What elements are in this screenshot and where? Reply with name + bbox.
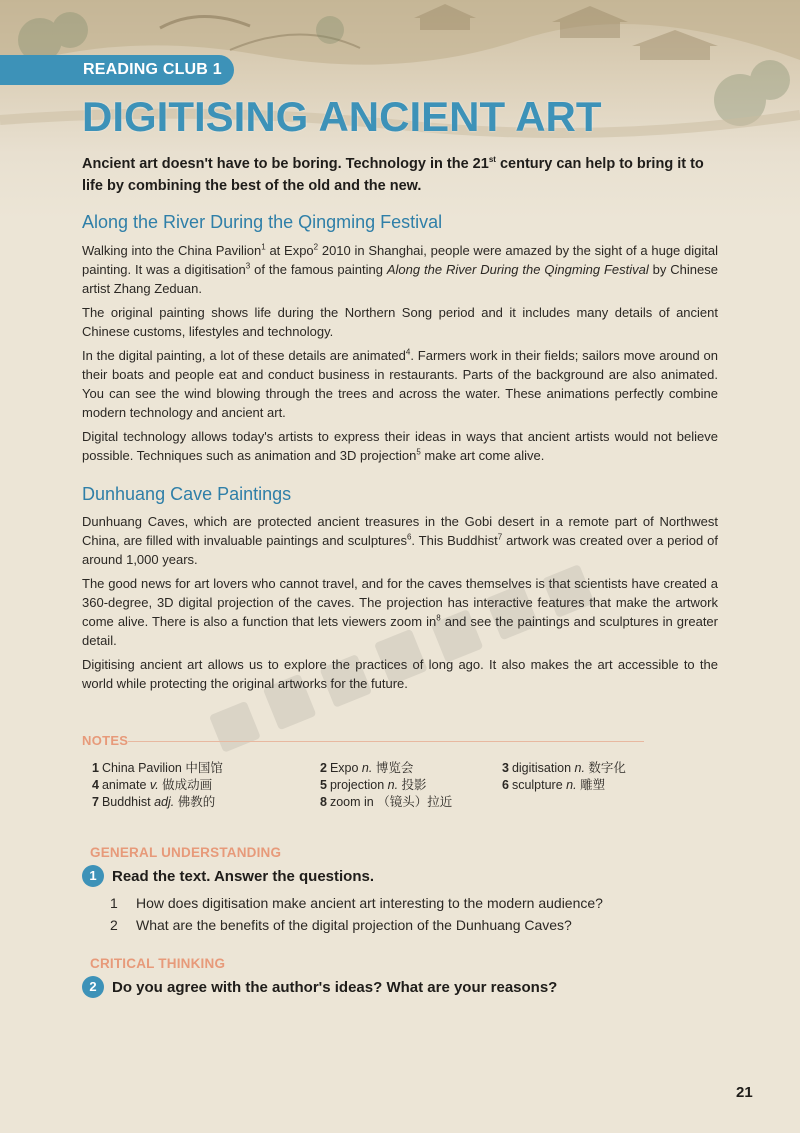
task-number-badge: 1 bbox=[82, 865, 104, 887]
question-item: 1 How does digitisation make ancient art interesting to the modern audience? bbox=[110, 895, 603, 911]
page-number: 21 bbox=[736, 1084, 753, 1101]
paragraph: The good news for art lovers who cannot travel, and for the caves themselves is that scientists have created a 360-degree, 3D digital projection of the caves. The projection has interactive features that make the artwork come alive. There is also a function that lets viewers zoom $in^8$ and see the paintings and sculptures in greater detail. bbox=[82, 576, 718, 648]
paragraph: Digital technology allows today's artists to express their ideas in ways that ancient artists would not believe possible. Techniques such as animation and 3D projection$^5$ make art come alive. bbox=[82, 429, 718, 463]
note-item: 3 digitisation n. 数字化 bbox=[502, 761, 626, 775]
section-heading-qingming: Along the River During the Qingming Festival bbox=[82, 212, 443, 232]
paragraph: The original painting shows life during the Northern Song period and it includes many details of ancient Chinese customs, lifestyles and technology. bbox=[82, 305, 718, 339]
paragraph: Walking into the China Pavilion$^1$ at Expo$^2$ 2010 in Shanghai, people were amazed by the sight of a huge digital painting. It was a digitisation$^3$ of the famous painting Along the River During the Qingming Festival by Chinese artist Zhang Zeduan. bbox=[82, 242, 718, 296]
notes-heading: NOTES bbox=[82, 733, 129, 748]
note-item: 6 sculpture n. 雕塑 bbox=[502, 778, 606, 792]
task-1 bbox=[82, 865, 374, 887]
task-number-badge: 2 bbox=[82, 976, 104, 998]
question-item: 2 What are the benefits of the digital projection of the Dunhuang Caves? bbox=[110, 917, 572, 933]
note-item: 4 animate v. 做成动画 bbox=[92, 778, 213, 792]
paragraph: In the digital painting, a lot of these details are animated$^4$. Farmers work in their fields; sailors move around on their boats and people eat and conduct business in restaurants. Parts of the background are also animated. You can see the wind blowing through the trees and across the water. These animations perfectly combine modern technology and ancient art. bbox=[82, 347, 718, 420]
notes-divider bbox=[128, 741, 644, 742]
critical-thinking-heading: CRITICAL THINKING bbox=[90, 956, 226, 971]
intro-paragraph: Ancient art doesn't have to be boring. Technology in the 21st century can help to bring it to life by combining the best of the old and the new. bbox=[82, 155, 704, 194]
paragraph: Dunhuang Caves, which are protected ancient treasures in the Gobi desert in a remote part of Northwest China, are filled with invaluable paintings and sculptures$^6$. This Buddhist$^7$ artwork was created over a period of around 1,000 years. bbox=[82, 514, 718, 567]
task-2 bbox=[82, 976, 557, 998]
article-section-dunhuang bbox=[82, 512, 718, 698]
note-item: 2 Expo n. 博览会 bbox=[320, 761, 414, 775]
paragraph: Digitising ancient art allows us to explore the practices of long ago. It also makes the art accessible to the world while protecting the original artworks for the future. bbox=[82, 657, 718, 691]
section-heading-dunhuang: Dunhuang Cave Paintings bbox=[82, 484, 292, 504]
page-title: DIGITISING ANCIENT ART bbox=[82, 93, 602, 140]
task-instruction: Read the text. Answer the questions. bbox=[112, 867, 374, 885]
article-section-qingming bbox=[82, 241, 718, 470]
task-instruction: Do you agree with the author's ideas? What are your reasons? bbox=[112, 978, 558, 996]
section-tag: READING CLUB 1 bbox=[0, 55, 234, 85]
note-item: 5 projection n. 投影 bbox=[320, 778, 427, 792]
note-item: 7 Buddhist adj. 佛教的 bbox=[92, 795, 216, 809]
note-item: 1 China Pavilion 中国馆 bbox=[92, 761, 223, 775]
note-item: 8 zoom in （镜头）拉近 bbox=[320, 795, 453, 809]
notes-list bbox=[92, 760, 672, 810]
general-understanding-heading: GENERAL UNDERSTANDING bbox=[90, 845, 282, 860]
question-list bbox=[110, 892, 603, 936]
